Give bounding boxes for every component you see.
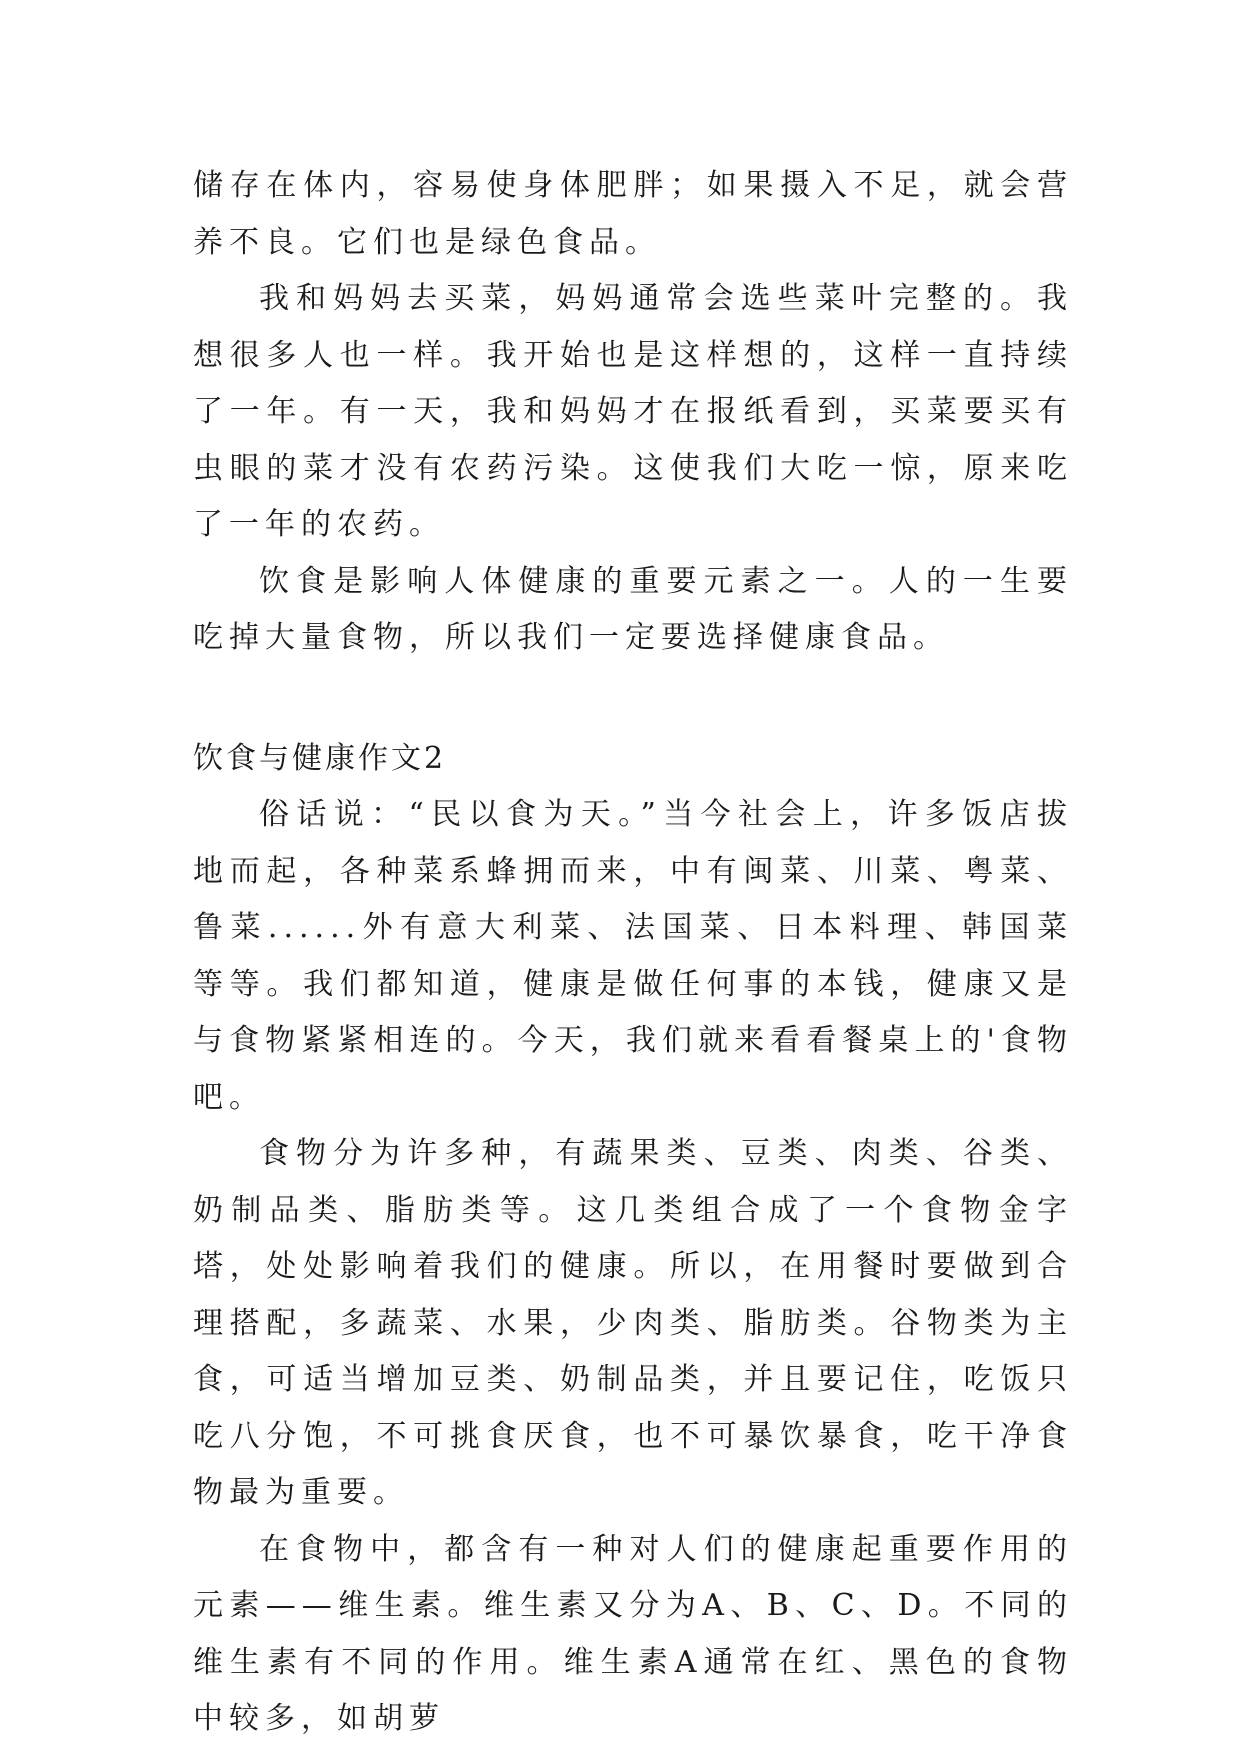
paragraph-4: 俗话说：“民以食为天。”当今社会上，许多饭店拔地而起，各种菜系蜂拥而来，中有闽菜、川菜、粤菜、鲁菜......外有意大利菜、法国菜、日本料理、韩国菜等等。我们都知道，健康是做任何事的本钱，健康又是与食物紧紧相连的。今天，我们就来看看餐桌上的'食物吧。 [193,797,1073,1115]
paragraph-2: 我和妈妈去买菜，妈妈通常会选些菜叶完整的。我想很多人也一样。我开始也是这样想的，这样一直持续了一年。有一天，我和妈妈才在报纸看到，买菜要买有虫眼的菜才没有农药污染。这使我们大吃一惊，原来吃了一年的农药。 [193,281,1073,542]
section-heading: 饮食与健康作文2 [193,740,447,776]
paragraph-3: 饮食是影响人体健康的重要元素之一。人的一生要吃掉大量食物，所以我们一定要选择健康食品。 [193,563,1073,655]
document-page [193,158,1073,1748]
paragraph-6: 在食物中，都含有一种对人们的健康起重要作用的元素——维生素。维生素又分为A、B、C、D。不同的维生素有不同的作用。维生素A通常在红、黑色的食物中较多，如胡萝 [193,1531,1073,1736]
paragraph-5: 食物分为许多种，有蔬果类、豆类、肉类、谷类、奶制品类、脂肪类等。这几类组合成了一个食物金字塔，处处影响着我们的健康。所以，在用餐时要做到合理搭配，多蔬菜、水果，少肉类、脂肪类。谷物类为主食，可适当增加豆类、奶制品类，并且要记住，吃饭只吃八分饱，不可挑食厌食，也不可暴饮暴食，吃干净食物最为重要。 [193,1136,1073,1510]
paragraph-1: 储存在体内，容易使身体肥胖；如果摄入不足，就会营养不良。它们也是绿色食品。 [193,168,1073,260]
